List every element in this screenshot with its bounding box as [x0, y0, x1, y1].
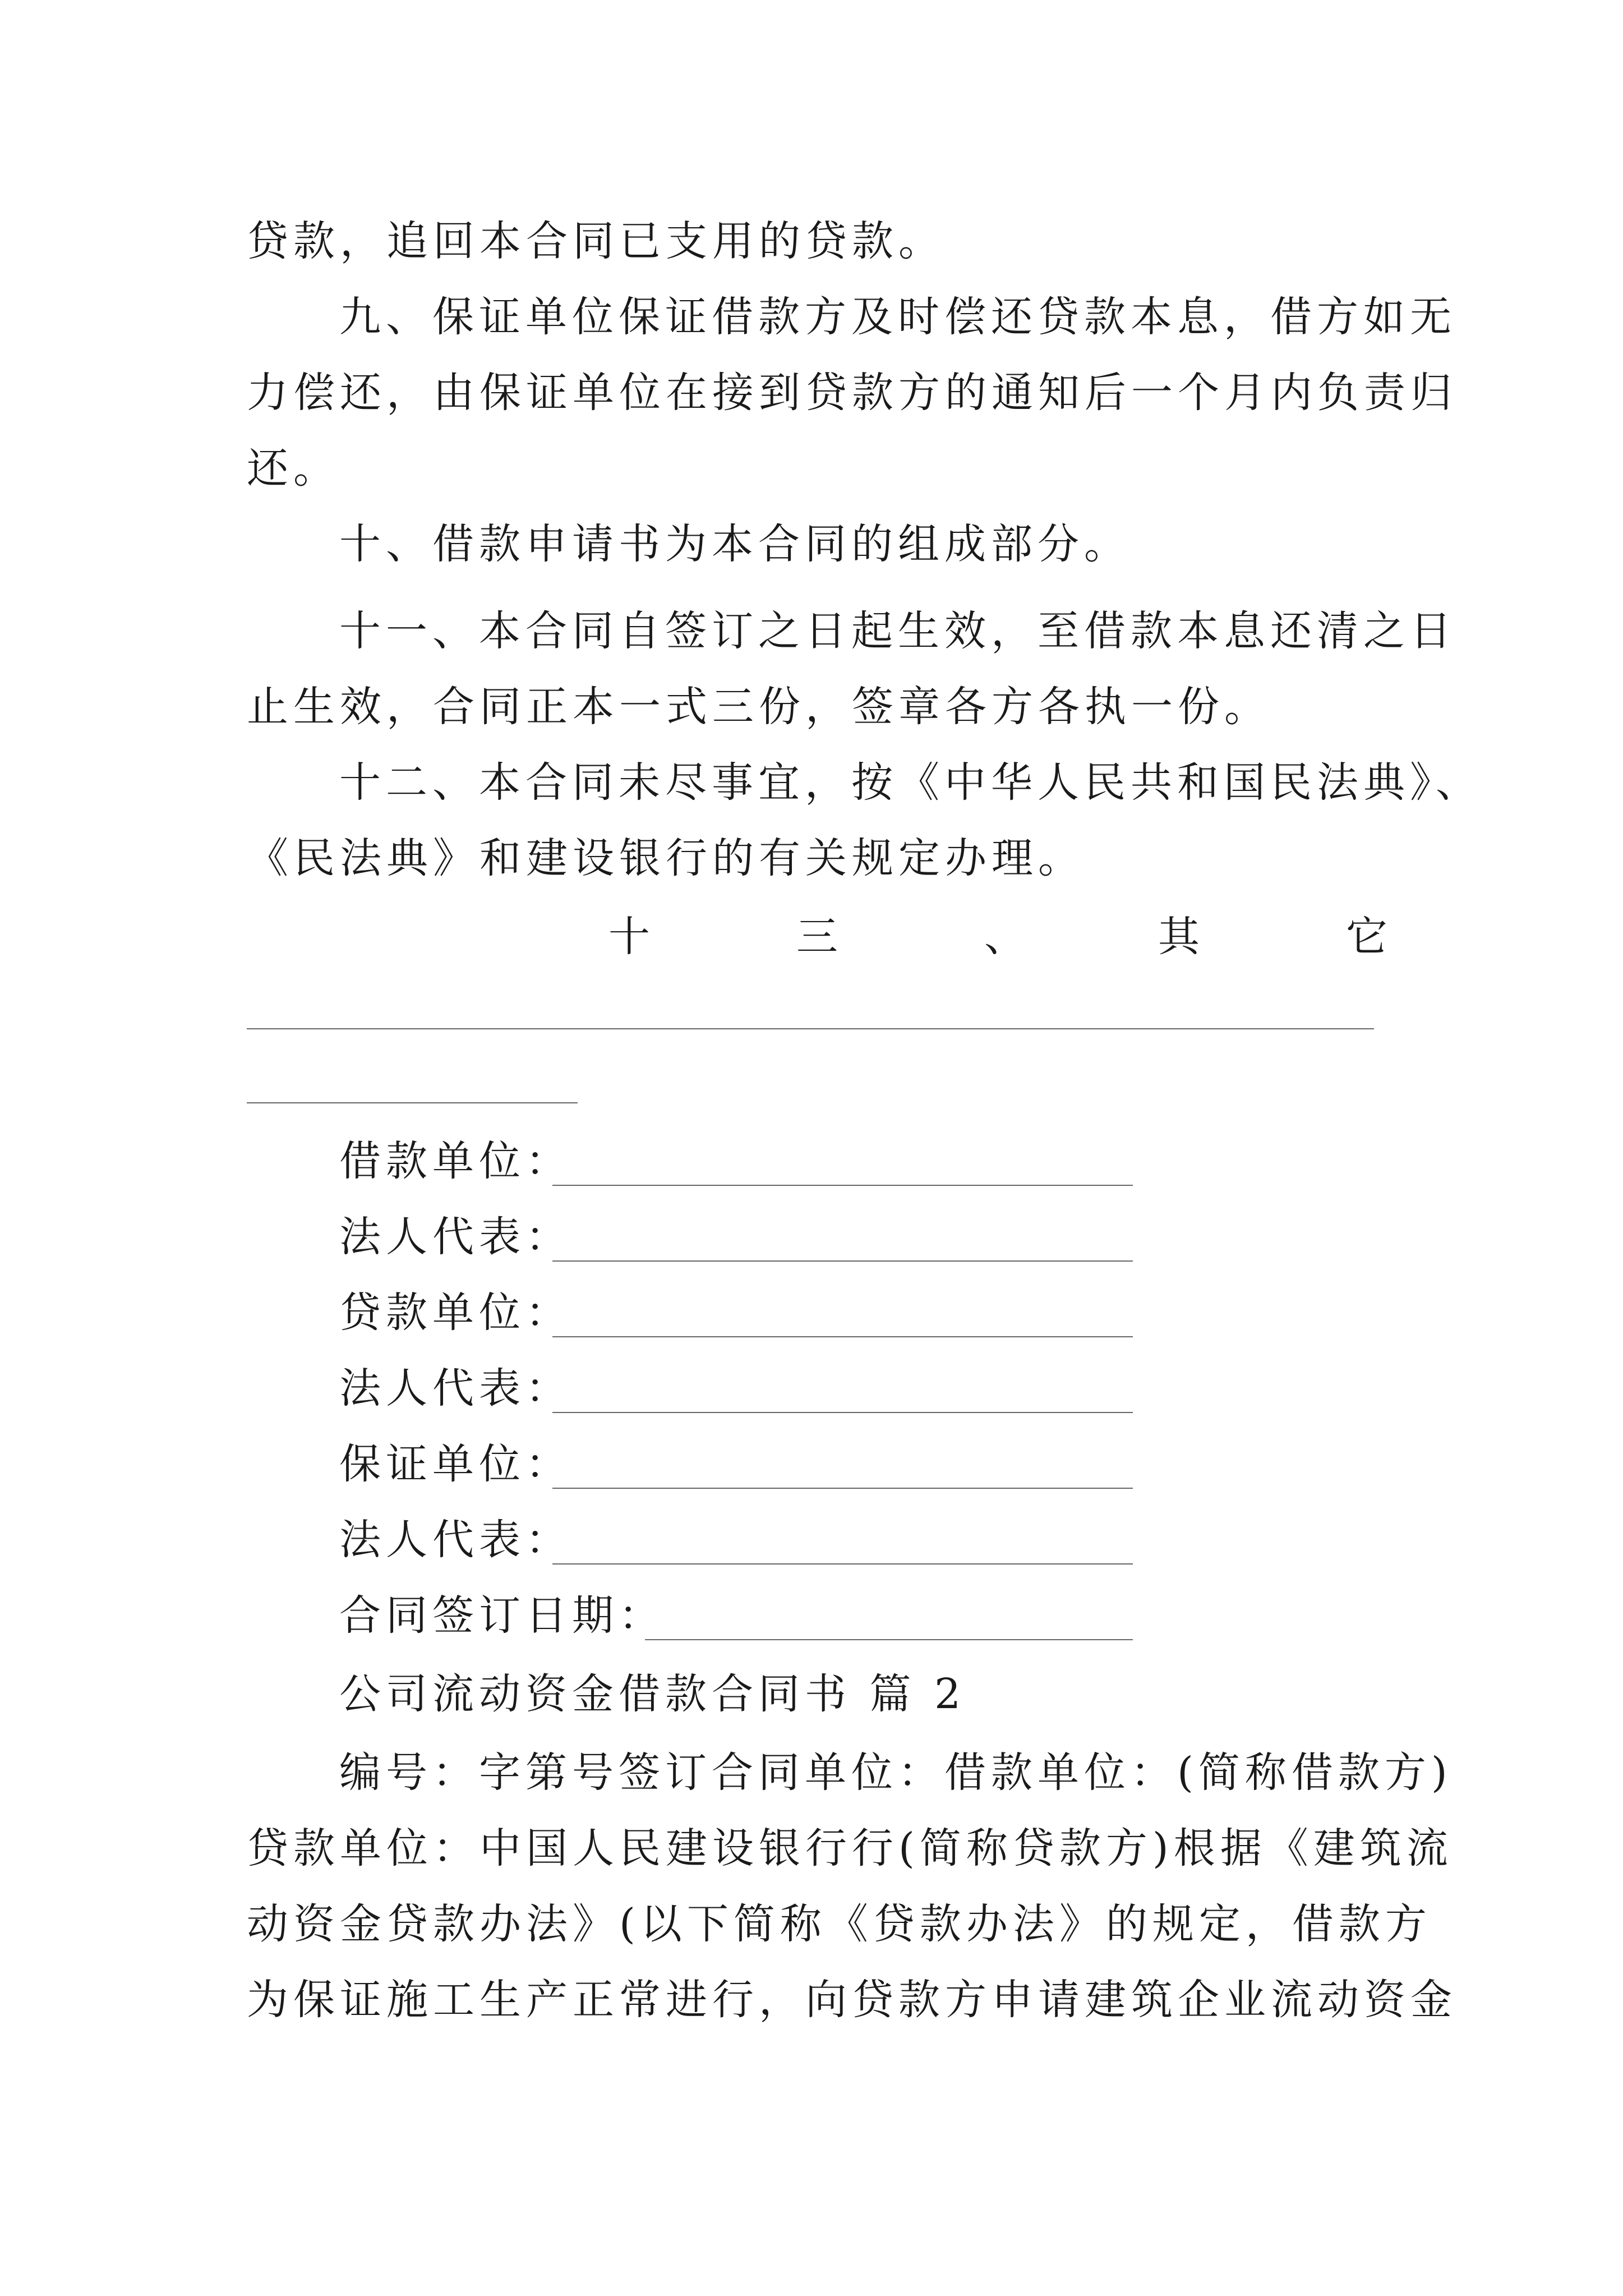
- clause-9: 九、保证单位保证借款方及时偿还贷款本息，借方如无: [339, 293, 1456, 341]
- signature-label: 法人代表：: [339, 1364, 572, 1412]
- section-text: 贷款单位：中国人民建设银行行(简称贷款方)根据《建筑流: [247, 1824, 1453, 1872]
- signature-line: [552, 1563, 1133, 1565]
- clause-12: 十二、本合同未尽事宜，按《中华人民共和国民法典》、: [339, 758, 1482, 807]
- clause-10: 十、借款申请书为本合同的组成部分。: [339, 520, 1131, 568]
- signature-line: [552, 1488, 1133, 1489]
- heading-13-char: 十: [608, 913, 650, 961]
- signature-label: 法人代表：: [339, 1516, 572, 1564]
- clause-9-cont: 还。: [247, 444, 340, 493]
- signature-line: [552, 1185, 1133, 1186]
- blank-fill-line: [247, 1028, 1374, 1029]
- signature-line: [552, 1412, 1133, 1413]
- section-text: 编号：字第号签订合同单位：借款单位：(简称借款方): [339, 1749, 1453, 1797]
- signature-label: 法人代表：: [339, 1213, 572, 1261]
- heading-13-char: 、: [984, 913, 1026, 961]
- heading-13-char: 其: [1158, 913, 1200, 961]
- signature-line: [645, 1639, 1133, 1640]
- signature-label: 贷款单位：: [339, 1289, 572, 1337]
- signature-label: 保证单位：: [339, 1440, 572, 1488]
- signature-line: [552, 1336, 1133, 1337]
- heading-13-char: 三: [796, 913, 838, 961]
- section-title: 公司流动资金借款合同书 篇 2: [339, 1670, 966, 1718]
- signature-label: 合同签订日期：: [339, 1591, 665, 1640]
- signature-line: [552, 1260, 1133, 1262]
- clause-11-cont: 止生效，合同正本一式三份，签章各方各执一份。: [247, 683, 1271, 731]
- signature-label: 借款单位：: [339, 1137, 572, 1185]
- clause-text: 贷款，追回本合同已支用的贷款。: [247, 217, 945, 265]
- clause-11: 十一、本合同自签订之日起生效，至借款本息还清之日: [339, 607, 1456, 655]
- heading-13-char: 它: [1346, 913, 1387, 961]
- clause-12-cont: 《民法典》和建设银行的有关规定办理。: [247, 834, 1085, 882]
- section-text: 动资金贷款办法》(以下简称《贷款办法》的规定，借款方: [247, 1900, 1432, 1948]
- clause-9-cont: 力偿还，由保证单位在接到贷款方的通知后一个月内负责归: [247, 369, 1457, 417]
- blank-fill-line: [247, 1102, 578, 1103]
- section-text: 为保证施工生产正常进行，向贷款方申请建筑企业流动资金: [247, 1976, 1457, 2024]
